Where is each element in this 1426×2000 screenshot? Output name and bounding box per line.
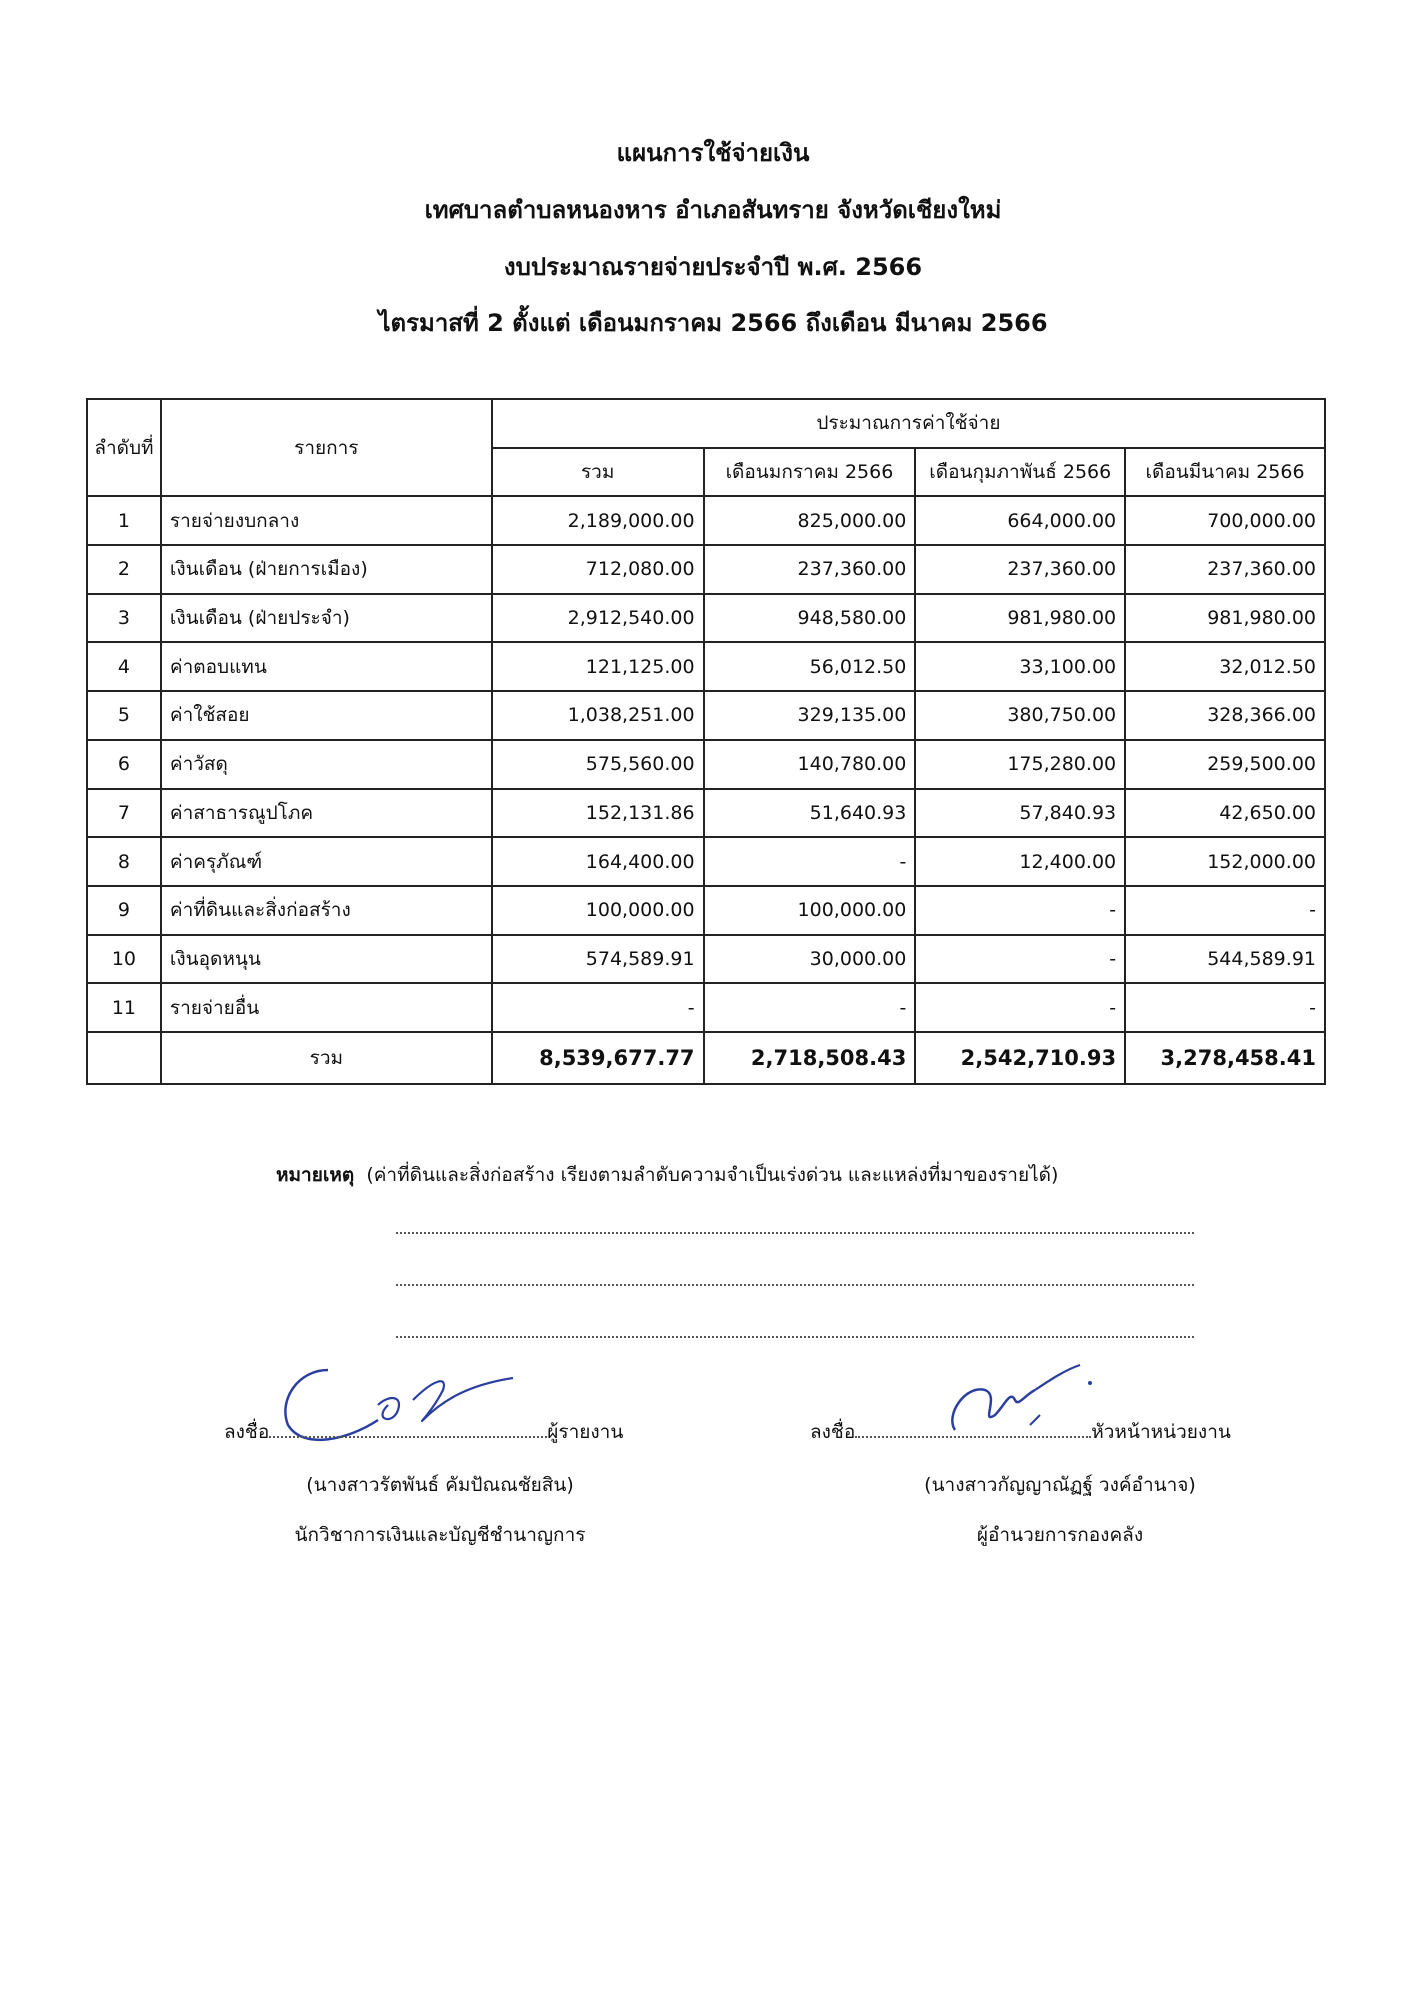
row-february-cell: 33,100.00 <box>915 642 1125 691</box>
table-row <box>87 935 1325 984</box>
row-march-cell: 259,500.00 <box>1125 740 1325 789</box>
header-no: ลำดับที่ <box>87 399 161 496</box>
row-february-cell: 981,980.00 <box>915 594 1125 643</box>
row-january-cell: 51,640.93 <box>704 789 916 838</box>
row-march-cell: 152,000.00 <box>1125 837 1325 886</box>
table-total-row <box>87 1032 1325 1084</box>
row-number-cell: 10 <box>87 935 161 984</box>
row-january-cell: 56,012.50 <box>704 642 916 691</box>
row-item-cell: ค่าวัสดุ <box>161 740 492 789</box>
total-no-cell <box>87 1032 161 1084</box>
left-sign-role: ผู้รายงาน <box>547 1421 624 1443</box>
row-item-cell: เงินเดือน (ฝ่ายการเมือง) <box>161 545 492 594</box>
row-number-cell: 7 <box>87 789 161 838</box>
row-january-cell: 100,000.00 <box>704 886 916 935</box>
row-total-cell: 121,125.00 <box>492 642 704 691</box>
row-march-cell: - <box>1125 886 1325 935</box>
total-march-value: 3,278,458.41 <box>1125 1032 1325 1084</box>
right-sign-line <box>810 1417 1231 1447</box>
row-number-cell: 4 <box>87 642 161 691</box>
row-total-cell: 164,400.00 <box>492 837 704 886</box>
table-row <box>87 594 1325 643</box>
row-number-cell: 6 <box>87 740 161 789</box>
left-signer-name: (นางสาวรัตพันธ์ คัมปัณณชัยสิน) <box>306 1474 574 1496</box>
table-row <box>87 691 1325 740</box>
row-number-cell: 9 <box>87 886 161 935</box>
table-row <box>87 545 1325 594</box>
right-sign-prefix: ลงชื่อ <box>810 1421 856 1443</box>
right-signer-name: (นางสาวกัญญาณัฏฐ์ วงค์อำนาจ) <box>924 1474 1196 1496</box>
left-signer-position: นักวิชาการเงินและบัญชีชำนาญการ <box>294 1524 586 1546</box>
row-march-cell: 42,650.00 <box>1125 789 1325 838</box>
table-row <box>87 496 1325 545</box>
row-total-cell: 152,131.86 <box>492 789 704 838</box>
row-february-cell: - <box>915 935 1125 984</box>
row-march-cell: 32,012.50 <box>1125 642 1325 691</box>
row-january-cell: 825,000.00 <box>704 496 916 545</box>
row-item-cell: รายจ่ายงบกลาง <box>161 496 492 545</box>
row-march-cell: 700,000.00 <box>1125 496 1325 545</box>
right-sign-role: หัวหน้าหน่วยงาน <box>1091 1421 1231 1443</box>
row-number-cell: 8 <box>87 837 161 886</box>
row-february-cell: - <box>915 983 1125 1032</box>
row-item-cell: ค่าสาธารณูปโภค <box>161 789 492 838</box>
remark <box>276 1160 1058 1190</box>
total-sum-value: 8,539,677.77 <box>492 1032 704 1084</box>
remark-blank-line-1 <box>396 1232 1194 1234</box>
row-number-cell: 5 <box>87 691 161 740</box>
remark-label: หมายเหตุ <box>276 1164 355 1186</box>
row-total-cell: 2,912,540.00 <box>492 594 704 643</box>
title-line-4: ไตรมาสที่ 2 ตั้งแต่ เดือนมกราคม 2566 ถึงเดือน มีนาคม 2566 <box>378 309 1048 337</box>
row-item-cell: รายจ่ายอื่น <box>161 983 492 1032</box>
row-january-cell: 30,000.00 <box>704 935 916 984</box>
left-sign-prefix: ลงชื่อ <box>224 1421 270 1443</box>
header-total: รวม <box>492 448 704 497</box>
row-january-cell: - <box>704 837 916 886</box>
table-row <box>87 789 1325 838</box>
row-february-cell: 237,360.00 <box>915 545 1125 594</box>
row-total-cell: 2,189,000.00 <box>492 496 704 545</box>
row-january-cell: 140,780.00 <box>704 740 916 789</box>
row-total-cell: 712,080.00 <box>492 545 704 594</box>
budget-table <box>86 398 1326 1085</box>
row-total-cell: 100,000.00 <box>492 886 704 935</box>
row-total-cell: 1,038,251.00 <box>492 691 704 740</box>
row-total-cell: 575,560.00 <box>492 740 704 789</box>
row-number-cell: 11 <box>87 983 161 1032</box>
row-january-cell: 948,580.00 <box>704 594 916 643</box>
row-march-cell: 328,366.00 <box>1125 691 1325 740</box>
row-march-cell: 237,360.00 <box>1125 545 1325 594</box>
row-february-cell: - <box>915 886 1125 935</box>
remark-blank-line-3 <box>396 1336 1194 1338</box>
table-row <box>87 642 1325 691</box>
total-label: รวม <box>161 1032 492 1084</box>
row-february-cell: 664,000.00 <box>915 496 1125 545</box>
row-february-cell: 175,280.00 <box>915 740 1125 789</box>
row-january-cell: - <box>704 983 916 1032</box>
row-item-cell: ค่าครุภัณฑ์ <box>161 837 492 886</box>
row-total-cell: - <box>492 983 704 1032</box>
total-january-value: 2,718,508.43 <box>704 1032 916 1084</box>
left-sign-line <box>224 1417 623 1447</box>
title-line-2: เทศบาลตำบลหนองหาร อำเภอสันทราย จังหวัดเชียงใหม่ <box>424 196 1002 224</box>
row-february-cell: 380,750.00 <box>915 691 1125 740</box>
title-line-1: แผนการใช้จ่ายเงิน <box>616 139 810 167</box>
header-january: เดือนมกราคม 2566 <box>704 448 916 497</box>
row-item-cell: เงินเดือน (ฝ่ายประจำ) <box>161 594 492 643</box>
title-line-3: งบประมาณรายจ่ายประจำปี พ.ศ. 2566 <box>503 253 923 281</box>
row-total-cell: 574,589.91 <box>492 935 704 984</box>
table-row <box>87 837 1325 886</box>
row-march-cell: 981,980.00 <box>1125 594 1325 643</box>
right-signer-position: ผู้อำนวยการกองคลัง <box>976 1524 1144 1546</box>
table-row <box>87 740 1325 789</box>
remark-text: (ค่าที่ดินและสิ่งก่อสร้าง เรียงตามลำดับความจำเป็นเร่งด่วน และแหล่งที่มาของรายได้) <box>366 1164 1059 1186</box>
row-number-cell: 2 <box>87 545 161 594</box>
row-march-cell: - <box>1125 983 1325 1032</box>
table-row <box>87 983 1325 1032</box>
row-number-cell: 3 <box>87 594 161 643</box>
table-row <box>87 886 1325 935</box>
row-item-cell: ค่าตอบแทน <box>161 642 492 691</box>
header-march: เดือนมีนาคม 2566 <box>1125 448 1325 497</box>
row-item-cell: ค่าใช้สอย <box>161 691 492 740</box>
row-february-cell: 57,840.93 <box>915 789 1125 838</box>
row-number-cell: 1 <box>87 496 161 545</box>
header-estimate-group: ประมาณการค่าใช้จ่าย <box>492 399 1325 448</box>
header-item: รายการ <box>161 399 492 496</box>
row-item-cell: ค่าที่ดินและสิ่งก่อสร้าง <box>161 886 492 935</box>
total-february-value: 2,542,710.93 <box>915 1032 1125 1084</box>
remark-blank-line-2 <box>396 1284 1194 1286</box>
row-january-cell: 237,360.00 <box>704 545 916 594</box>
row-january-cell: 329,135.00 <box>704 691 916 740</box>
row-march-cell: 544,589.91 <box>1125 935 1325 984</box>
row-february-cell: 12,400.00 <box>915 837 1125 886</box>
row-item-cell: เงินอุดหนุน <box>161 935 492 984</box>
header-february: เดือนกุมภาพันธ์ 2566 <box>915 448 1125 497</box>
